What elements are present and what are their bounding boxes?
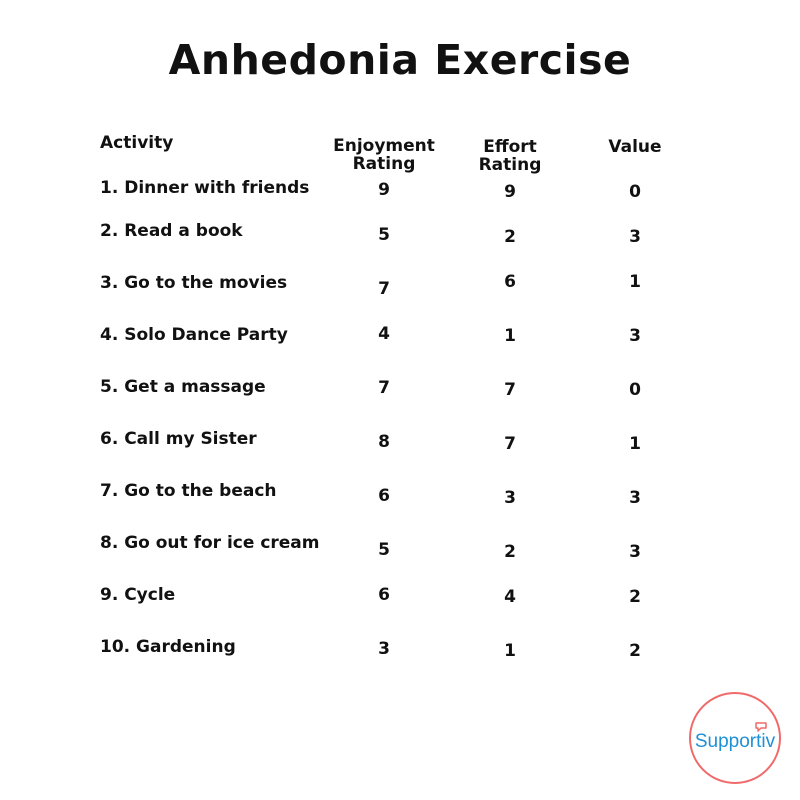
header-effort-rating: Effort Rating xyxy=(478,137,542,175)
effort-cell: 9 xyxy=(504,182,516,202)
effort-cell: 7 xyxy=(504,380,516,400)
enjoyment-cell: 6 xyxy=(378,486,390,506)
logo-text: Supportiv xyxy=(694,731,776,752)
header-value: Value xyxy=(608,137,662,157)
value-cell: 3 xyxy=(629,326,641,346)
value-cell: 2 xyxy=(629,641,641,661)
activity-cell: 6. Call my Sister xyxy=(100,429,257,449)
header-enjoyment-rating: Enjoyment Rating xyxy=(333,136,435,174)
value-cell: 3 xyxy=(629,488,641,508)
enjoyment-cell: 9 xyxy=(378,180,390,200)
activity-cell: 5. Get a massage xyxy=(100,377,266,397)
enjoyment-cell: 5 xyxy=(378,540,390,560)
page-title: Anhedonia Exercise xyxy=(168,36,632,84)
effort-cell: 4 xyxy=(504,587,516,607)
activity-cell: 1. Dinner with friends xyxy=(100,178,310,198)
activity-cell: 10. Gardening xyxy=(100,637,236,657)
value-cell: 3 xyxy=(629,227,641,247)
effort-cell: 2 xyxy=(504,227,516,247)
value-cell: 1 xyxy=(629,272,641,292)
value-cell: 0 xyxy=(629,182,641,202)
value-cell: 1 xyxy=(629,434,641,454)
activity-cell: 7. Go to the beach xyxy=(100,481,277,501)
effort-cell: 7 xyxy=(504,434,516,454)
enjoyment-cell: 3 xyxy=(378,639,390,659)
enjoyment-cell: 6 xyxy=(378,585,390,605)
activity-cell: 9. Cycle xyxy=(100,585,176,605)
value-cell: 3 xyxy=(629,542,641,562)
activity-cell: 4. Solo Dance Party xyxy=(100,325,288,345)
enjoyment-cell: 5 xyxy=(378,225,390,245)
activity-cell: 3. Go to the movies xyxy=(100,273,288,293)
value-cell: 2 xyxy=(629,587,641,607)
effort-cell: 1 xyxy=(504,641,516,661)
value-cell: 0 xyxy=(629,380,641,400)
effort-cell: 6 xyxy=(504,272,516,292)
activity-cell: 8. Go out for ice cream xyxy=(100,533,320,553)
activity-cell: 2. Read a book xyxy=(100,221,243,241)
enjoyment-cell: 7 xyxy=(378,279,390,299)
enjoyment-cell: 8 xyxy=(378,432,390,452)
enjoyment-cell: 4 xyxy=(378,324,390,344)
supportiv-logo xyxy=(689,692,781,784)
effort-cell: 1 xyxy=(504,326,516,346)
header-activity: Activity xyxy=(100,133,174,153)
enjoyment-cell: 7 xyxy=(378,378,390,398)
effort-cell: 3 xyxy=(504,488,516,508)
effort-cell: 2 xyxy=(504,542,516,562)
